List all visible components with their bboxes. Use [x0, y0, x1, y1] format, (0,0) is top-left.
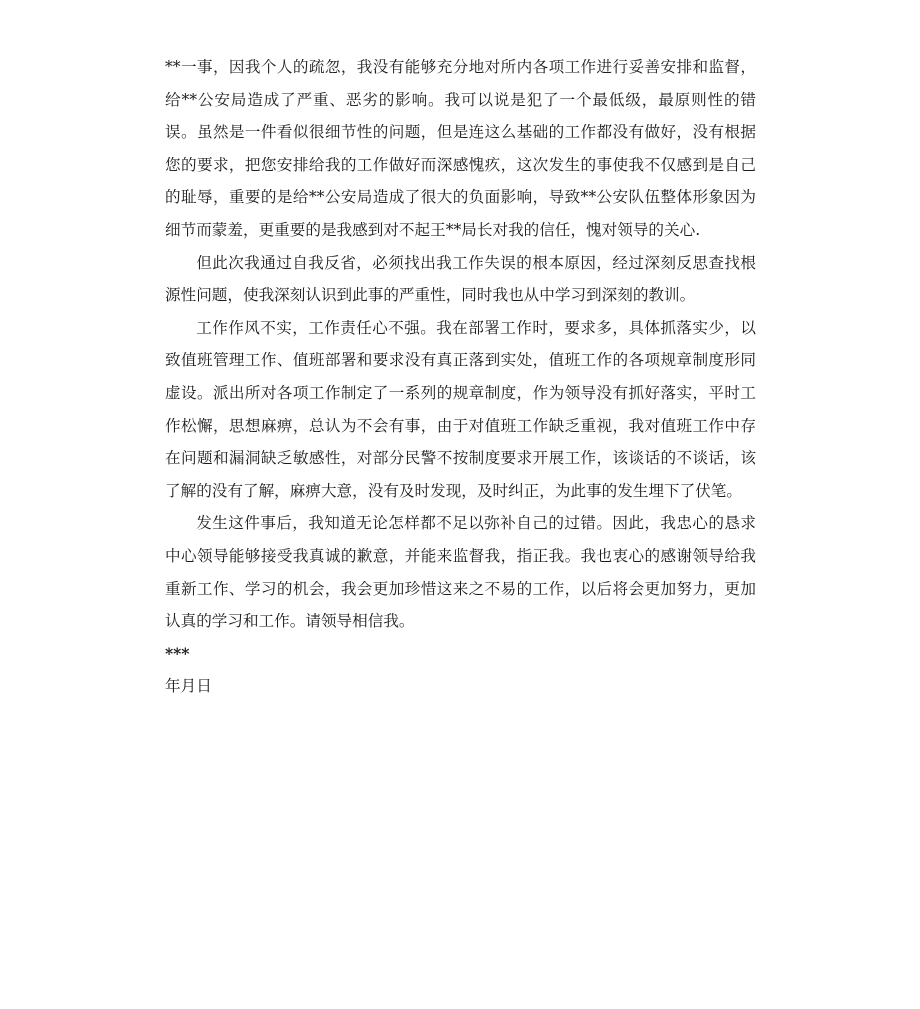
signature: ***	[165, 643, 190, 663]
paragraph-4: 发生这件事后，我知道无论怎样都不足以弥补自己的过错。因此，我忠心的恳求中心领导能够接受我真诚的歉意，并能来监督我，指正我。我也衷心的感谢领导给我重新工作、学习的机会，我会更加珍惜这来之不易的工作，以后将会更加努力，更加认真的学习和工作。请领导相信我。	[165, 514, 756, 631]
paragraph-3: 工作作风不实，工作责任心不强。我在部署工作时，要求多，具体抓落实少，以致值班管理工作、值班部署和要求没有真正落到实处，值班工作的各项规章制度形同虚设。派出所对各项工作制定了一系列的规章制度，作为领导没有抓好落实，平时工作松懈，思想麻痹，总认为不会有事，由于对值班工作缺乏重视，我对值班工作中存在问题和漏洞缺乏敏感性，对部分民警不按制度要求开展工作，该谈话的不谈话，该了解的没有了解，麻痹大意，没有及时发现，及时纠正，为此事的发生埋下了伏笔。	[165, 318, 756, 500]
paragraph-2: 但此次我通过自我反省，必须找出我工作失误的根本原因，经过深刻反思查找根源性问题，使我深刻认识到此事的严重性，同时我也从中学习到深刻的教训。	[165, 253, 756, 305]
document-page	[165, 51, 756, 703]
date-line: 年月日	[165, 677, 212, 696]
paragraph-1: **一事，因我个人的疏忽，我没有能够充分地对所内各项工作进行妥善安排和监督，给**公安局造成了严重、恶劣的影响。我可以说是犯了一个最低级，最原则性的错误。虽然是一件看似很细节性的问题，但是连这么基础的工作都没有做好，没有根据您的要求，把您安排给我的工作做好而深感愧疚，这次发生的事使我不仅感到是自己的耻辱，重要的是给**公安局造成了很大的负面影响，导致**公安队伍整体形象因为细节而蒙羞，更重要的是我感到对不起王**局长对我的信任，愧对领导的关心.	[165, 58, 756, 239]
